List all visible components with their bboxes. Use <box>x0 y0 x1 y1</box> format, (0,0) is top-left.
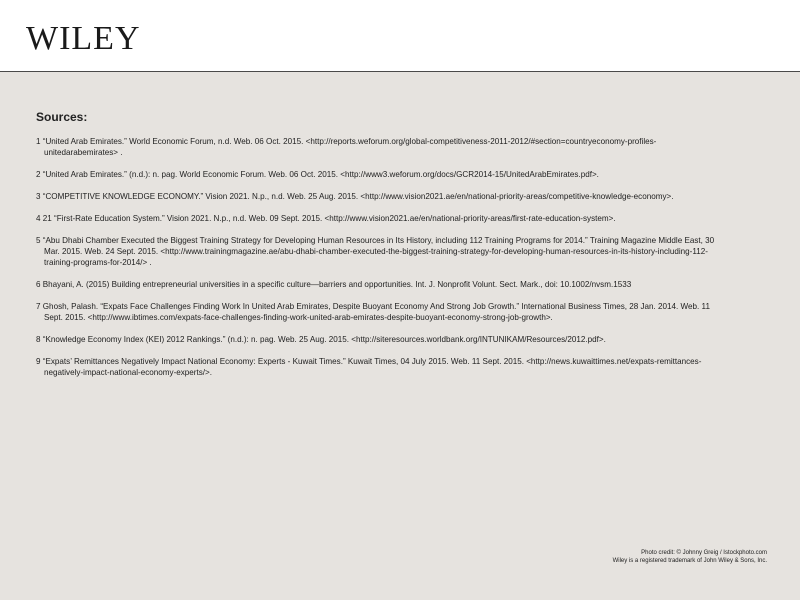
sources-title: Sources: <box>36 110 88 124</box>
header <box>0 0 800 72</box>
source-text: Bhayani, A. (2015) Building entrepreneurial universities in a specific culture—barriers and opportunities. Int. J. Nonprofit Volunt. Sect. Mark., doi: 10.1002/nvsm.1533 <box>42 280 632 289</box>
source-number: 6 <box>36 280 41 289</box>
sources-list <box>36 136 730 389</box>
source-item-3 <box>36 191 730 202</box>
source-text: “COMPETITIVE KNOWLEDGE ECONOMY.” Vision 2021. N.p., n.d. Web. 25 Aug. 2015. <http://www.vision2021.ae/en/national-priority-areas/competitive-knowledge-economy>. <box>42 192 674 201</box>
trademark-notice: Wiley is a registered trademark of John Wiley & Sons, Inc. <box>612 558 767 564</box>
source-text: “Abu Dhabi Chamber Executed the Biggest Training Strategy for Developing Human Resources in Its History, including 112 Training Programs for 2014.” Training Magazine Middle East, 30 Mar. 2015. Web. 24 Sept. 2015. <http://www.trainingmagazine.ae/abu-dhabi-chamber-executed-the-biggest-training-strategy-for-developing-human-resources-in-its-history-including-112-training-programs-for-2014/> . <box>42 236 715 267</box>
source-number: 1 <box>36 137 41 146</box>
source-item-1 <box>36 136 730 158</box>
source-text: 21 “First-Rate Education System.” Vision 2021. N.p., n.d. Web. 09 Sept. 2015. <http://www.vision2021.ae/en/national-priority-areas/first-rate-education-system>. <box>42 214 616 223</box>
source-item-9 <box>36 356 730 378</box>
source-item-4 <box>36 213 730 224</box>
source-text: Ghosh, Palash. “Expats Face Challenges Finding Work In United Arab Emirates, Despite Buoyant Economy And Strong Job Growth.” International Business Times, 28 Jan. 2014. Web. 11 Sept. 2015. <http://www.ibtimes.com/expats-face-challenges-finding-work-united-arab-emirates-despite-buoyant-economy-strong-job-growth>. <box>42 302 710 322</box>
source-text: “Expats’ Remittances Negatively Impact National Economy: Experts - Kuwait Times.” Kuwait Times, 04 July 2015. Web. 11 Sept. 2015. <http://news.kuwaittimes.net/expats-remittances-negatively-impact-national-economy-experts/>. <box>42 357 702 377</box>
source-number: 2 <box>36 170 41 179</box>
source-text: “United Arab Emirates.” (n.d.): n. pag. World Economic Forum. Web. 06 Oct. 2015. <http://www3.weforum.org/docs/GCR2014-15/UnitedArabEmirates.pdf>. <box>42 170 599 179</box>
wiley-logo: WILEY <box>26 20 141 57</box>
source-number: 4 <box>36 214 41 223</box>
source-item-5 <box>36 235 730 268</box>
source-text: “United Arab Emirates.” World Economic Forum, n.d. Web. 06 Oct. 2015. <http://reports.weforum.org/global-competitiveness-2011-2012/#section=countryeconomy-profiles-unitedarabemirates> . <box>42 137 657 157</box>
photo-credit: Photo credit: © Johnny Greig / Istockphoto.com <box>641 550 767 556</box>
source-number: 8 <box>36 335 41 344</box>
source-item-7 <box>36 301 730 323</box>
credits <box>613 549 767 565</box>
source-number: 3 <box>36 192 41 201</box>
source-number: 9 <box>36 357 41 366</box>
source-text: “Knowledge Economy Index (KEI) 2012 Rankings.” (n.d.): n. pag. Web. 25 Aug. 2015. <http://siteresources.worldbank.org/INTUNIKAM/Resources/2012.pdf>. <box>42 335 606 344</box>
source-item-6 <box>36 279 730 290</box>
source-item-2 <box>36 169 730 180</box>
sources-panel <box>0 72 800 600</box>
source-item-8 <box>36 334 730 345</box>
source-number: 7 <box>36 302 41 311</box>
source-number: 5 <box>36 236 41 245</box>
